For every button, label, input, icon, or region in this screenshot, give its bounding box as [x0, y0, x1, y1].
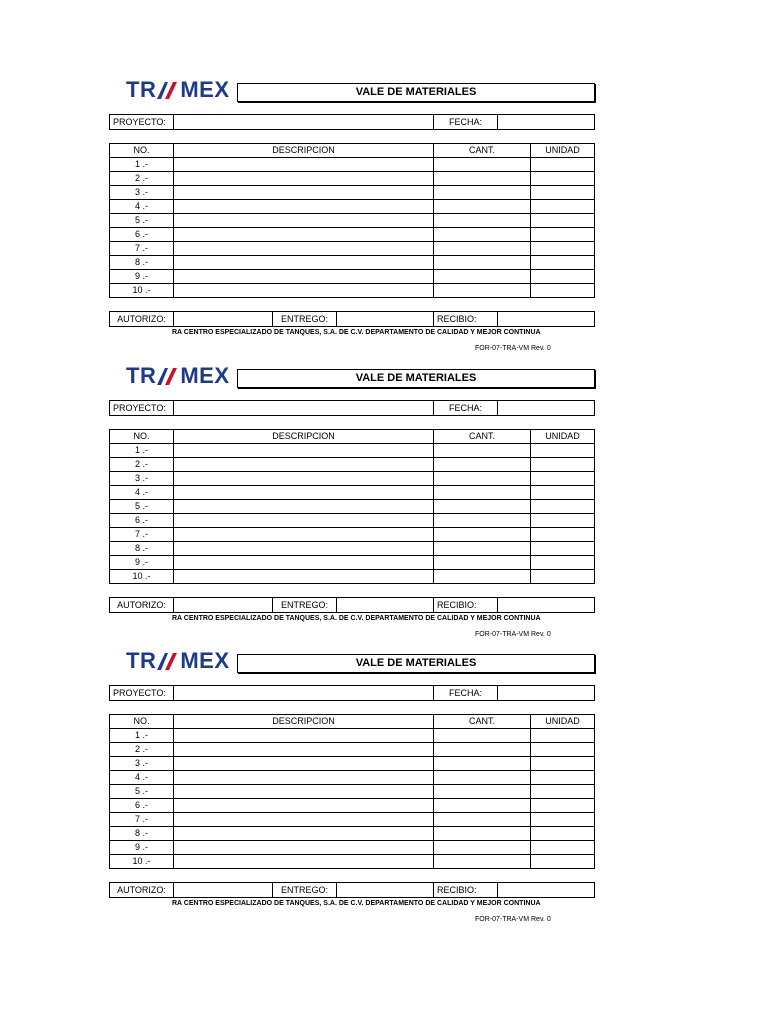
- tramex-logo: [126, 363, 230, 389]
- recibio-label: RECIBIO:: [434, 598, 498, 612]
- autorizo-label: AUTORIZO:: [110, 312, 174, 326]
- entrego-field[interactable]: [337, 883, 434, 897]
- unidad-cell[interactable]: [531, 228, 595, 242]
- descripcion-cell[interactable]: [174, 757, 434, 771]
- signature-row: [109, 311, 595, 327]
- row-number: 3 .-: [110, 472, 174, 486]
- unidad-cell[interactable]: [531, 855, 595, 869]
- descripcion-cell[interactable]: [174, 444, 434, 458]
- descripcion-cell[interactable]: [174, 556, 434, 570]
- unidad-cell[interactable]: [531, 284, 595, 298]
- table-row: [110, 757, 595, 771]
- cant-cell[interactable]: [434, 799, 531, 813]
- table-row: [110, 472, 595, 486]
- unidad-cell[interactable]: [531, 799, 595, 813]
- logo-text-tr: TR: [126, 363, 157, 388]
- cant-cell[interactable]: [434, 256, 531, 270]
- project-row: [109, 114, 595, 130]
- recibio-field[interactable]: [498, 312, 594, 326]
- header-descripcion: DESCRIPCION: [174, 430, 434, 444]
- logo-text-tr: TR: [126, 648, 157, 673]
- unidad-cell[interactable]: [531, 270, 595, 284]
- form-title: VALE DE MATERIALES: [237, 83, 595, 102]
- cant-cell[interactable]: [434, 214, 531, 228]
- row-number: 7 .-: [110, 242, 174, 256]
- logo-text-tr: TR: [126, 77, 157, 102]
- descripcion-cell[interactable]: [174, 841, 434, 855]
- header-unidad: UNIDAD: [531, 430, 595, 444]
- descripcion-cell[interactable]: [174, 228, 434, 242]
- descripcion-cell[interactable]: [174, 827, 434, 841]
- project-row: [109, 685, 595, 701]
- items-table: [109, 429, 595, 584]
- row-number: 9 .-: [110, 841, 174, 855]
- logo-text-mex: MEX: [180, 648, 230, 673]
- unidad-cell[interactable]: [531, 785, 595, 799]
- form-title: VALE DE MATERIALES: [237, 369, 595, 388]
- unidad-cell[interactable]: [531, 472, 595, 486]
- row-number: 7 .-: [110, 813, 174, 827]
- header-unidad: UNIDAD: [531, 144, 595, 158]
- cant-cell[interactable]: [434, 186, 531, 200]
- cant-cell[interactable]: [434, 172, 531, 186]
- unidad-cell[interactable]: [531, 186, 595, 200]
- tramex-a-logo-icon: [156, 80, 180, 100]
- header-descripcion: DESCRIPCION: [174, 144, 434, 158]
- row-number: 10 .-: [110, 284, 174, 298]
- autorizo-field[interactable]: [174, 312, 273, 326]
- descripcion-cell[interactable]: [174, 771, 434, 785]
- descripcion-cell[interactable]: [174, 486, 434, 500]
- unidad-cell[interactable]: [531, 813, 595, 827]
- descripcion-cell[interactable]: [174, 242, 434, 256]
- descripcion-cell[interactable]: [174, 743, 434, 757]
- cant-cell[interactable]: [434, 284, 531, 298]
- cant-cell[interactable]: [434, 472, 531, 486]
- tramex-a-logo-icon: [156, 651, 180, 671]
- recibio-field[interactable]: [498, 598, 594, 612]
- autorizo-field[interactable]: [174, 598, 273, 612]
- descripcion-cell[interactable]: [174, 256, 434, 270]
- entrego-label: ENTREGO:: [273, 312, 337, 326]
- row-number: 8 .-: [110, 827, 174, 841]
- row-number: 5 .-: [110, 785, 174, 799]
- tramex-logo: [126, 77, 230, 103]
- header-no: NO.: [110, 144, 174, 158]
- project-row: [109, 400, 595, 416]
- unidad-cell[interactable]: [531, 500, 595, 514]
- table-header-row: [110, 430, 595, 444]
- footer-company-text: RA CENTRO ESPECIALIZADO DE TANQUES, S.A. DE C.V. DEPARTAMENTO DE CALIDAD Y MEJOR CONTINUA: [172, 615, 541, 622]
- unidad-cell[interactable]: [531, 444, 595, 458]
- table-row: [110, 813, 595, 827]
- row-number: 2 .-: [110, 172, 174, 186]
- table-row: [110, 855, 595, 869]
- row-number: 1 .-: [110, 158, 174, 172]
- row-number: 6 .-: [110, 799, 174, 813]
- footer-form-code: FOR-07-TRA-VM Rev. 0: [475, 916, 551, 923]
- entrego-field[interactable]: [337, 312, 434, 326]
- descripcion-cell[interactable]: [174, 270, 434, 284]
- header-no: NO.: [110, 715, 174, 729]
- table-row: [110, 242, 595, 256]
- row-number: 2 .-: [110, 743, 174, 757]
- table-row: [110, 270, 595, 284]
- material-voucher-form: [0, 363, 768, 648]
- row-number: 9 .-: [110, 270, 174, 284]
- proyecto-field[interactable]: [174, 401, 434, 415]
- descripcion-cell[interactable]: [174, 172, 434, 186]
- unidad-cell[interactable]: [531, 514, 595, 528]
- items-table: [109, 714, 595, 869]
- table-row: [110, 186, 595, 200]
- cant-cell[interactable]: [434, 743, 531, 757]
- table-row: [110, 486, 595, 500]
- unidad-cell[interactable]: [531, 542, 595, 556]
- cant-cell[interactable]: [434, 729, 531, 743]
- material-voucher-form: [0, 77, 768, 362]
- logo-text-mex: MEX: [180, 77, 230, 102]
- unidad-cell[interactable]: [531, 556, 595, 570]
- table-row: [110, 214, 595, 228]
- table-row: [110, 799, 595, 813]
- autorizo-label: AUTORIZO:: [110, 598, 174, 612]
- cant-cell[interactable]: [434, 757, 531, 771]
- descripcion-cell[interactable]: [174, 458, 434, 472]
- tramex-a-logo-icon: [156, 366, 180, 386]
- table-row: [110, 528, 595, 542]
- descripcion-cell[interactable]: [174, 799, 434, 813]
- descripcion-cell[interactable]: [174, 514, 434, 528]
- row-number: 3 .-: [110, 186, 174, 200]
- footer-company-text: RA CENTRO ESPECIALIZADO DE TANQUES, S.A. DE C.V. DEPARTAMENTO DE CALIDAD Y MEJOR CONTINUA: [172, 900, 541, 907]
- row-number: 5 .-: [110, 214, 174, 228]
- unidad-cell[interactable]: [531, 729, 595, 743]
- row-number: 4 .-: [110, 200, 174, 214]
- unidad-cell[interactable]: [531, 214, 595, 228]
- row-number: 1 .-: [110, 729, 174, 743]
- cant-cell[interactable]: [434, 458, 531, 472]
- cant-cell[interactable]: [434, 486, 531, 500]
- unidad-cell[interactable]: [531, 172, 595, 186]
- row-number: 10 .-: [110, 570, 174, 584]
- row-number: 7 .-: [110, 528, 174, 542]
- table-row: [110, 729, 595, 743]
- material-voucher-form: [0, 648, 768, 933]
- descripcion-cell[interactable]: [174, 200, 434, 214]
- table-row: [110, 841, 595, 855]
- cant-cell[interactable]: [434, 242, 531, 256]
- table-row: [110, 256, 595, 270]
- cant-cell[interactable]: [434, 785, 531, 799]
- descripcion-cell[interactable]: [174, 855, 434, 869]
- unidad-cell[interactable]: [531, 256, 595, 270]
- table-row: [110, 771, 595, 785]
- proyecto-field[interactable]: [174, 686, 434, 700]
- row-number: 8 .-: [110, 542, 174, 556]
- unidad-cell[interactable]: [531, 570, 595, 584]
- unidad-cell[interactable]: [531, 528, 595, 542]
- table-row: [110, 444, 595, 458]
- header-unidad: UNIDAD: [531, 715, 595, 729]
- table-row: [110, 542, 595, 556]
- cant-cell[interactable]: [434, 200, 531, 214]
- unidad-cell[interactable]: [531, 158, 595, 172]
- row-number: 4 .-: [110, 486, 174, 500]
- proyecto-label: PROYECTO:: [110, 401, 174, 415]
- recibio-label: RECIBIO:: [434, 883, 498, 897]
- header-cant: CANT.: [434, 430, 531, 444]
- descripcion-cell[interactable]: [174, 500, 434, 514]
- row-number: 9 .-: [110, 556, 174, 570]
- fecha-field[interactable]: [498, 686, 594, 700]
- logo-text-mex: MEX: [180, 363, 230, 388]
- descripcion-cell[interactable]: [174, 284, 434, 298]
- descripcion-cell[interactable]: [174, 570, 434, 584]
- cant-cell[interactable]: [434, 500, 531, 514]
- entrego-label: ENTREGO:: [273, 598, 337, 612]
- tramex-logo: [126, 648, 230, 674]
- table-row: [110, 228, 595, 242]
- row-number: 8 .-: [110, 256, 174, 270]
- cant-cell[interactable]: [434, 813, 531, 827]
- cant-cell[interactable]: [434, 570, 531, 584]
- fecha-label: FECHA:: [434, 686, 498, 700]
- table-row: [110, 500, 595, 514]
- recibio-field[interactable]: [498, 883, 594, 897]
- descripcion-cell[interactable]: [174, 542, 434, 556]
- header-no: NO.: [110, 430, 174, 444]
- unidad-cell[interactable]: [531, 200, 595, 214]
- header-descripcion: DESCRIPCION: [174, 715, 434, 729]
- unidad-cell[interactable]: [531, 743, 595, 757]
- row-number: 3 .-: [110, 757, 174, 771]
- footer-form-code: FOR-07-TRA-VM Rev. 0: [475, 631, 551, 638]
- proyecto-field[interactable]: [174, 115, 434, 129]
- descripcion-cell[interactable]: [174, 472, 434, 486]
- row-number: 5 .-: [110, 500, 174, 514]
- autorizo-field[interactable]: [174, 883, 273, 897]
- table-row: [110, 458, 595, 472]
- descripcion-cell[interactable]: [174, 729, 434, 743]
- cant-cell[interactable]: [434, 228, 531, 242]
- row-number: 10 .-: [110, 855, 174, 869]
- footer-form-code: FOR-07-TRA-VM Rev. 0: [475, 345, 551, 352]
- cant-cell[interactable]: [434, 158, 531, 172]
- row-number: 1 .-: [110, 444, 174, 458]
- table-row: [110, 785, 595, 799]
- table-header-row: [110, 144, 595, 158]
- cant-cell[interactable]: [434, 270, 531, 284]
- unidad-cell[interactable]: [531, 757, 595, 771]
- autorizo-label: AUTORIZO:: [110, 883, 174, 897]
- fecha-label: FECHA:: [434, 401, 498, 415]
- fecha-field[interactable]: [498, 115, 594, 129]
- cant-cell[interactable]: [434, 556, 531, 570]
- proyecto-label: PROYECTO:: [110, 115, 174, 129]
- unidad-cell[interactable]: [531, 242, 595, 256]
- table-header-row: [110, 715, 595, 729]
- fecha-label: FECHA:: [434, 115, 498, 129]
- table-row: [110, 827, 595, 841]
- cant-cell[interactable]: [434, 771, 531, 785]
- cant-cell[interactable]: [434, 444, 531, 458]
- unidad-cell[interactable]: [531, 841, 595, 855]
- header-cant: CANT.: [434, 715, 531, 729]
- descripcion-cell[interactable]: [174, 785, 434, 799]
- cant-cell[interactable]: [434, 827, 531, 841]
- items-table: [109, 143, 595, 298]
- unidad-cell[interactable]: [531, 458, 595, 472]
- footer-company-text: RA CENTRO ESPECIALIZADO DE TANQUES, S.A. DE C.V. DEPARTAMENTO DE CALIDAD Y MEJOR CONTINUA: [172, 329, 541, 336]
- fecha-field[interactable]: [498, 401, 594, 415]
- unidad-cell[interactable]: [531, 771, 595, 785]
- descripcion-cell[interactable]: [174, 158, 434, 172]
- cant-cell[interactable]: [434, 841, 531, 855]
- row-number: 2 .-: [110, 458, 174, 472]
- cant-cell[interactable]: [434, 514, 531, 528]
- table-row: [110, 200, 595, 214]
- table-row: [110, 284, 595, 298]
- descripcion-cell[interactable]: [174, 528, 434, 542]
- descripcion-cell[interactable]: [174, 186, 434, 200]
- row-number: 4 .-: [110, 771, 174, 785]
- cant-cell[interactable]: [434, 855, 531, 869]
- row-number: 6 .-: [110, 514, 174, 528]
- cant-cell[interactable]: [434, 542, 531, 556]
- descripcion-cell[interactable]: [174, 214, 434, 228]
- table-row: [110, 743, 595, 757]
- header-cant: CANT.: [434, 144, 531, 158]
- entrego-label: ENTREGO:: [273, 883, 337, 897]
- table-row: [110, 556, 595, 570]
- table-row: [110, 172, 595, 186]
- table-row: [110, 158, 595, 172]
- proyecto-label: PROYECTO:: [110, 686, 174, 700]
- table-row: [110, 514, 595, 528]
- cant-cell[interactable]: [434, 528, 531, 542]
- row-number: 6 .-: [110, 228, 174, 242]
- signature-row: [109, 882, 595, 898]
- signature-row: [109, 597, 595, 613]
- form-title: VALE DE MATERIALES: [237, 654, 595, 673]
- unidad-cell[interactable]: [531, 486, 595, 500]
- descripcion-cell[interactable]: [174, 813, 434, 827]
- unidad-cell[interactable]: [531, 827, 595, 841]
- entrego-field[interactable]: [337, 598, 434, 612]
- recibio-label: RECIBIO:: [434, 312, 498, 326]
- table-row: [110, 570, 595, 584]
